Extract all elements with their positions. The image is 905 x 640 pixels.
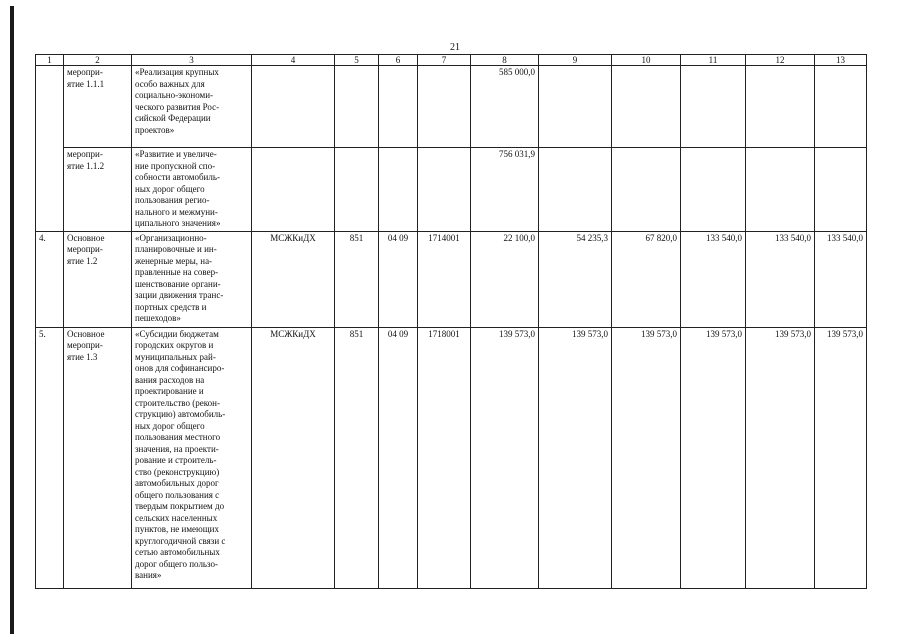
table-row: [36, 327, 867, 588]
column-number: 6: [379, 55, 418, 66]
amount-cell: 585 000,0: [471, 66, 539, 148]
grbs-cell: [335, 66, 379, 148]
column-number: 2: [64, 55, 132, 66]
amount-cell: [612, 148, 681, 232]
row-number-cell: 4.: [36, 231, 64, 327]
table-row: [36, 231, 867, 327]
measure-code-cell: Основное меропри- ятие 1.2: [64, 231, 132, 327]
page-number: 21: [450, 42, 460, 53]
amount-cell: [539, 66, 612, 148]
grbs-cell: 851: [335, 231, 379, 327]
amount-cell: [746, 148, 815, 232]
grbs-cell: [335, 148, 379, 232]
amount-cell: 139 573,0: [612, 327, 681, 588]
amount-cell: [681, 66, 746, 148]
rzpr-cell: [379, 148, 418, 232]
csr-cell: [418, 148, 471, 232]
csr-cell: 1718001: [418, 327, 471, 588]
row-number-cell: 5.: [36, 327, 64, 588]
amount-cell: 133 540,0: [681, 231, 746, 327]
amount-cell: [746, 66, 815, 148]
amount-cell: 139 573,0: [539, 327, 612, 588]
csr-cell: 1714001: [418, 231, 471, 327]
executor-cell: МСЖКиДХ: [252, 231, 335, 327]
amount-cell: 22 100,0: [471, 231, 539, 327]
executor-cell: [252, 148, 335, 232]
column-number: 5: [335, 55, 379, 66]
csr-cell: [418, 66, 471, 148]
measure-title-cell: «Субсидии бюджетам городских округов и муниципальных рай- онов для софинансиро- вания расходов на проектирование и строительство (рекон- струкцию) автомобиль- ных дорог общего пользования местного значения, на проекти- рование и строитель- ство (реконструкцию) автомобильных дорог общего пользования с твердым покрытием до сельских населенных пунктов, не имеющих круглогодичной связи с сетью автомобильных дорог общего пользо- вания»: [132, 327, 252, 588]
measure-code-cell: меропри- ятие 1.1.2: [64, 148, 132, 232]
grbs-cell: 851: [335, 327, 379, 588]
amount-cell: [815, 66, 867, 148]
amount-cell: 133 540,0: [815, 231, 867, 327]
column-number: 12: [746, 55, 815, 66]
executor-cell: МСЖКиДХ: [252, 327, 335, 588]
measure-title-cell: «Организационно- планировочные и ин- женерные меры, на- правленные на совер- шенствование органи- зации движения транс- портных средств и пешеходов»: [132, 231, 252, 327]
amount-cell: 139 573,0: [471, 327, 539, 588]
executor-cell: [252, 66, 335, 148]
amount-cell: 139 573,0: [815, 327, 867, 588]
amount-cell: 756 031,9: [471, 148, 539, 232]
rzpr-cell: 04 09: [379, 231, 418, 327]
program-table: [35, 54, 867, 589]
row-number-cell: [36, 148, 64, 232]
column-number: 3: [132, 55, 252, 66]
amount-cell: 139 573,0: [681, 327, 746, 588]
measure-code-cell: Основное меропри- ятие 1.3: [64, 327, 132, 588]
column-number-row: [36, 55, 867, 66]
rzpr-cell: 04 09: [379, 327, 418, 588]
amount-cell: [539, 148, 612, 232]
table-row: [36, 66, 867, 148]
column-number: 7: [418, 55, 471, 66]
measure-title-cell: «Развитие и увеличе- ние пропускной спо- собности автомобиль- ных дорог общего пользования регио- нального и межмуни- ципального значения»: [132, 148, 252, 232]
column-number: 1: [36, 55, 64, 66]
amount-cell: [681, 148, 746, 232]
amount-cell: [612, 66, 681, 148]
amount-cell: 54 235,3: [539, 231, 612, 327]
amount-cell: 133 540,0: [746, 231, 815, 327]
scan-edge-bar: [10, 6, 14, 634]
column-number: 9: [539, 55, 612, 66]
column-number: 4: [252, 55, 335, 66]
amount-cell: 67 820,0: [612, 231, 681, 327]
measure-code-cell: меропри- ятие 1.1.1: [64, 66, 132, 148]
column-number: 13: [815, 55, 867, 66]
column-number: 8: [471, 55, 539, 66]
amount-cell: [815, 148, 867, 232]
table-row: [36, 148, 867, 232]
column-number: 10: [612, 55, 681, 66]
row-number-cell: [36, 66, 64, 148]
amount-cell: 139 573,0: [746, 327, 815, 588]
rzpr-cell: [379, 66, 418, 148]
column-number: 11: [681, 55, 746, 66]
measure-title-cell: «Реализация крупных особо важных для социально-экономи- ческого развития Рос- сийской Федерации проектов»: [132, 66, 252, 148]
